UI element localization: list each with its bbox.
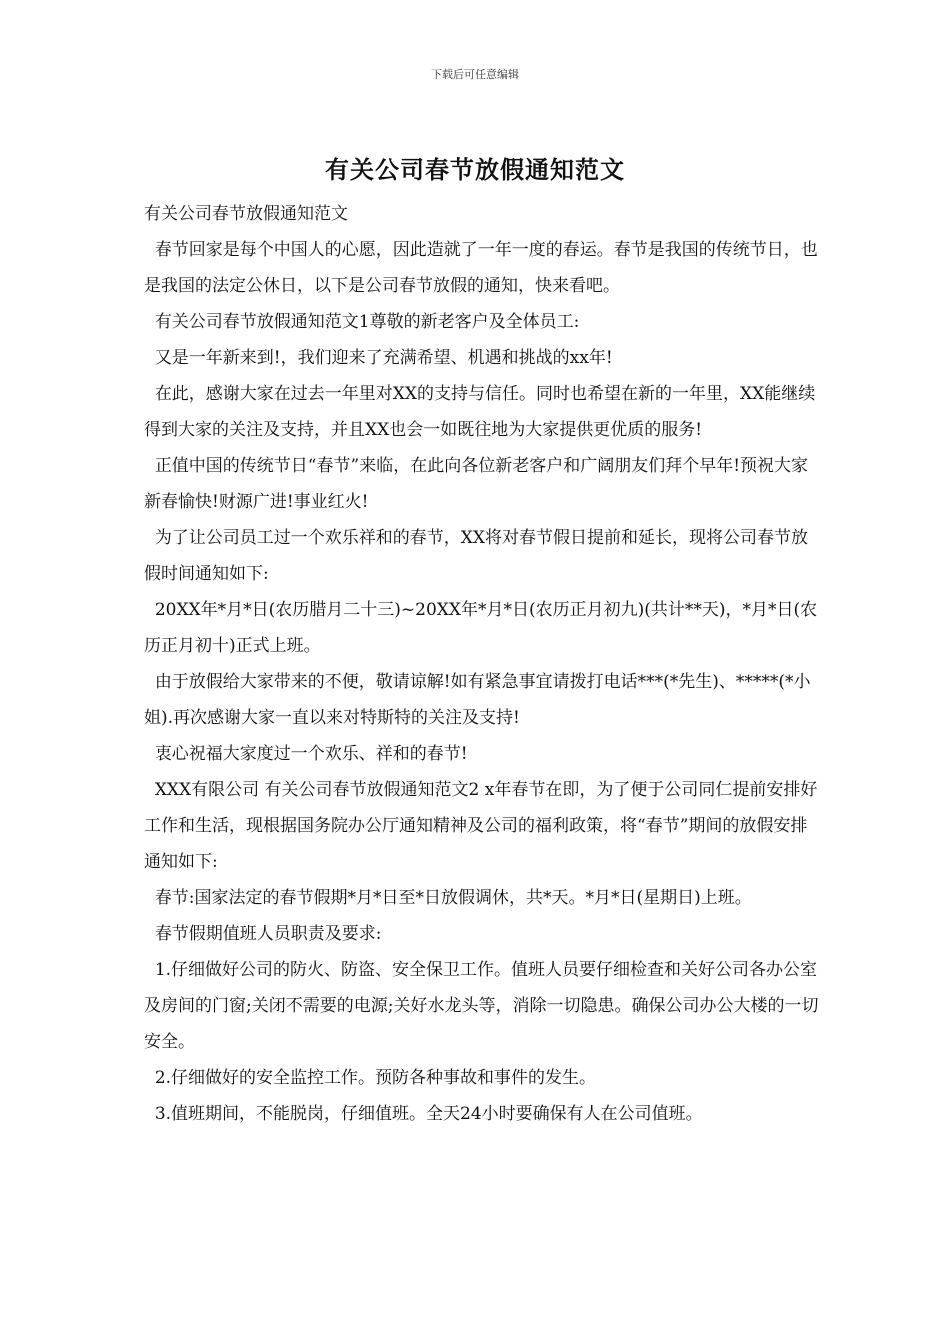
paragraph: XXX有限公司 有关公司春节放假通知范文2 x年春节在即，为了便于公司同仁提前安排好工作和生活，现根据国务院办公厅通知精神及公司的福利政策，将“春节”期间的放假安排通知如下: xyxy=(144,780,818,872)
paragraph: 20XX年*月*日(农历腊月二十三)~20XX年*月*日(农历正月初九)(共计**天)，*月*日(农历正月初十)正式上班。 xyxy=(144,600,818,656)
paragraph: 有关公司春节放假通知范文1尊敬的新老客户及全体员工: xyxy=(144,312,580,332)
paragraph: 2.仔细做好的安全监控工作。预防各种事故和事件的发生。 xyxy=(144,1068,597,1088)
paragraph: 由于放假给大家带来的不便，敬请谅解!如有紧急事宜请拨打电话***(*先生)、*****(*小姐).再次感谢大家一直以来对特斯特的关注及支持! xyxy=(144,672,811,728)
document-title: 有关公司春节放假通知范文 xyxy=(325,156,625,184)
paragraph: 春节假期值班人员职责及要求: xyxy=(144,924,382,944)
paragraph: 又是一年新来到!，我们迎来了充满希望、机遇和挑战的xx年! xyxy=(144,348,613,368)
header-note: 下载后可任意编辑 xyxy=(431,68,519,81)
document-body xyxy=(144,196,820,1132)
paragraph: 衷心祝福大家度过一个欢乐、祥和的春节! xyxy=(144,744,468,764)
paragraph: 春节回家是每个中国人的心愿，因此造就了一年一度的春运。春节是我国的传统节日，也是我国的法定公休日，以下是公司春节放假的通知，快来看吧。 xyxy=(144,240,818,296)
paragraph: 3.值班期间，不能脱岗，仔细值班。全天24小时要确保有人在公司值班。 xyxy=(144,1104,703,1124)
paragraph: 有关公司春节放假通知范文 xyxy=(144,204,348,224)
paragraph: 春节:国家法定的春节假期*月*日至*日放假调休，共*天。*月*日(星期日)上班。 xyxy=(144,888,752,908)
paragraph: 在此，感谢大家在过去一年里对XX的支持与信任。同时也希望在新的一年里，XX能继续得到大家的关注及支持，并且XX也会一如既往地为大家提供更优质的服务! xyxy=(144,384,816,440)
paragraph: 1.仔细做好公司的防火、防盗、安全保卫工作。值班人员要仔细检查和关好公司各办公室及房间的门窗;关闭不需要的电源;关好水龙头等，消除一切隐患。确保公司办公大楼的一切安全。 xyxy=(144,960,819,1052)
paragraph: 为了让公司员工过一个欢乐祥和的春节，XX将对春节假日提前和延长，现将公司春节放假时间通知如下: xyxy=(144,528,809,584)
paragraph: 正值中国的传统节日“春节”来临，在此向各位新老客户和广阔朋友们拜个早年!预祝大家新春愉快!财源广进!事业红火! xyxy=(144,456,809,512)
